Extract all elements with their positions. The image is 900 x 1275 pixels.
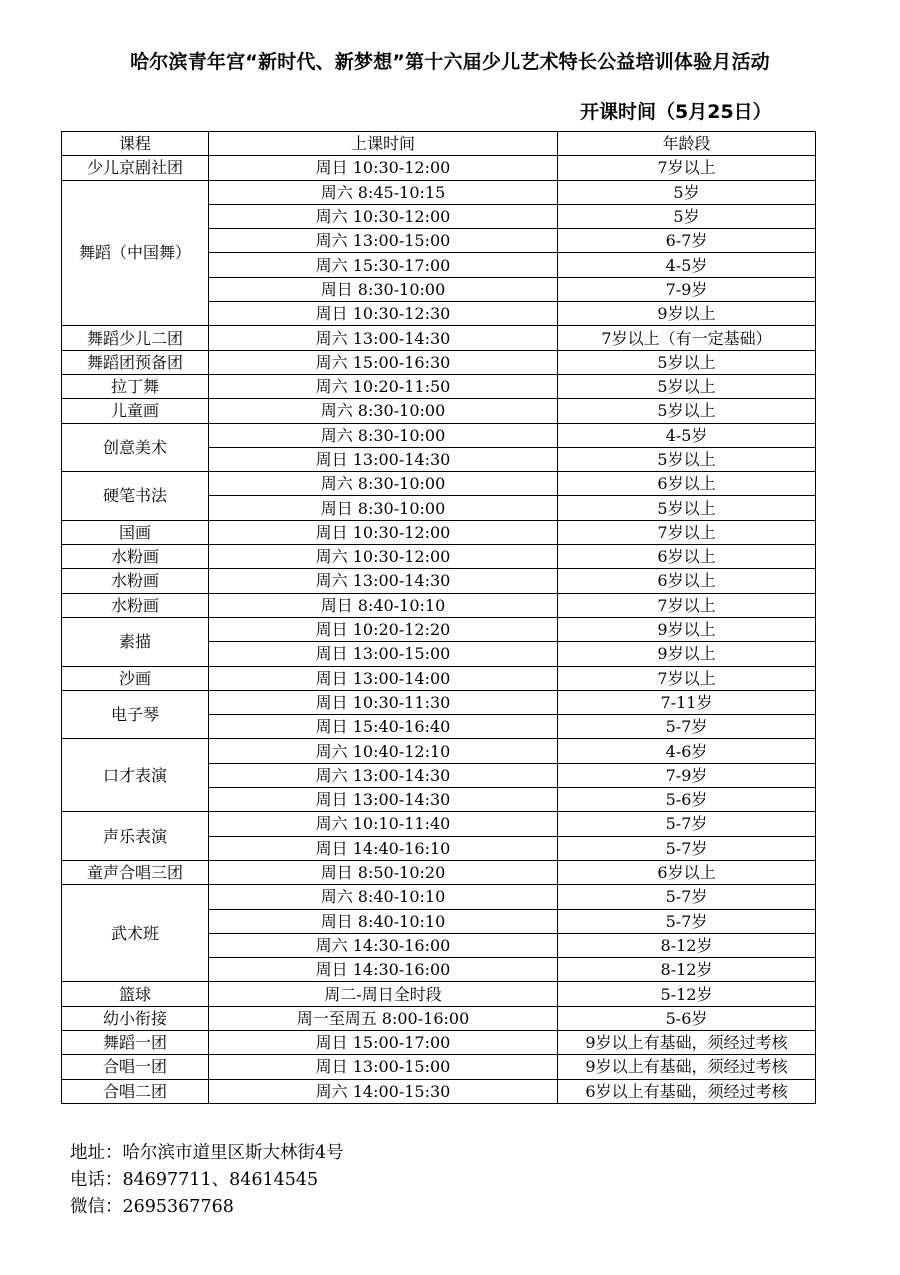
- age-cell: 5-12岁: [558, 982, 816, 1006]
- age-cell: 8-12岁: [558, 958, 816, 982]
- table-row: [62, 374, 816, 398]
- time-cell: 周六 13:00-15:00: [209, 229, 558, 253]
- age-cell: 6岁以上: [558, 545, 816, 569]
- time-cell: 周日 10:30-12:00: [209, 520, 558, 544]
- header-age: 年龄段: [558, 132, 816, 156]
- course-cell: 舞蹈团预备团: [62, 350, 209, 374]
- time-cell: 周六 15:00-16:30: [209, 350, 558, 374]
- wechat: 微信：2695367768: [70, 1197, 234, 1217]
- course-cell: 童声合唱三团: [62, 860, 209, 884]
- time-cell: 周六 10:20-11:50: [209, 374, 558, 398]
- age-cell: 5-7岁: [558, 909, 816, 933]
- course-cell: 幼小衔接: [62, 1006, 209, 1030]
- age-cell: 5岁以上: [558, 447, 816, 471]
- age-cell: 5-7岁: [558, 812, 816, 836]
- age-cell: 5-6岁: [558, 788, 816, 812]
- age-cell: 7岁以上: [558, 593, 816, 617]
- time-cell: 周六 14:30-16:00: [209, 933, 558, 957]
- time-cell: 周六 8:40-10:10: [209, 885, 558, 909]
- time-cell: 周日 8:40-10:10: [209, 909, 558, 933]
- table-row: [62, 180, 816, 204]
- table-row: [62, 617, 816, 641]
- course-cell: 水粉画: [62, 569, 209, 593]
- age-cell: 9岁以上: [558, 617, 816, 641]
- age-cell: 5岁: [558, 204, 816, 228]
- time-cell: 周日 15:00-17:00: [209, 1030, 558, 1054]
- age-cell: 6-7岁: [558, 229, 816, 253]
- table-row: [62, 982, 816, 1006]
- course-cell: 儿童画: [62, 399, 209, 423]
- age-cell: 5岁以上: [558, 374, 816, 398]
- course-cell: 素描: [62, 617, 209, 666]
- time-cell: 周日 13:00-14:30: [209, 447, 558, 471]
- time-cell: 周日 13:00-14:30: [209, 788, 558, 812]
- age-cell: 7-9岁: [558, 763, 816, 787]
- time-cell: 周六 10:30-12:00: [209, 204, 558, 228]
- course-cell: 少儿京剧社团: [62, 156, 209, 180]
- course-cell: 篮球: [62, 982, 209, 1006]
- age-cell: 6岁以上: [558, 569, 816, 593]
- time-cell: 周六 13:00-14:30: [209, 763, 558, 787]
- time-cell: 周日 14:40-16:10: [209, 836, 558, 860]
- age-cell: 7岁以上（有一定基础）: [558, 326, 816, 350]
- age-cell: 5岁以上: [558, 399, 816, 423]
- header-course: 课程: [62, 132, 209, 156]
- age-cell: 6岁以上有基础，须经过考核: [558, 1079, 816, 1103]
- time-cell: 周六 14:00-15:30: [209, 1079, 558, 1103]
- time-cell: 周日 13:00-14:00: [209, 666, 558, 690]
- age-cell: 4-5岁: [558, 423, 816, 447]
- course-cell: 合唱二团: [62, 1079, 209, 1103]
- time-cell: 周日 13:00-15:00: [209, 1055, 558, 1079]
- address: 地址：哈尔滨市道里区斯大林街4号: [70, 1143, 344, 1163]
- course-cell: 武术班: [62, 885, 209, 982]
- course-cell: 舞蹈一团: [62, 1030, 209, 1054]
- table-row: [62, 1055, 816, 1079]
- time-cell: 周日 10:30-12:30: [209, 302, 558, 326]
- age-cell: 5-6岁: [558, 1006, 816, 1030]
- time-cell: 周六 8:30-10:00: [209, 423, 558, 447]
- time-cell: 周日 10:30-12:00: [209, 156, 558, 180]
- table-row: [62, 326, 816, 350]
- time-cell: 周六 10:40-12:10: [209, 739, 558, 763]
- course-cell: 国画: [62, 520, 209, 544]
- age-cell: 5-7岁: [558, 836, 816, 860]
- course-cell: 舞蹈少儿二团: [62, 326, 209, 350]
- table-row: [62, 472, 816, 496]
- table-row: [62, 399, 816, 423]
- time-cell: 周日 13:00-15:00: [209, 642, 558, 666]
- course-cell: 舞蹈（中国舞）: [62, 180, 209, 326]
- table-row: [62, 812, 816, 836]
- time-cell: 周六 10:10-11:40: [209, 812, 558, 836]
- table-row: [62, 739, 816, 763]
- age-cell: 7岁以上: [558, 520, 816, 544]
- table-row: [62, 569, 816, 593]
- table-row: [62, 1030, 816, 1054]
- table-row: [62, 1006, 816, 1030]
- age-cell: 4-5岁: [558, 253, 816, 277]
- age-cell: 5-7岁: [558, 715, 816, 739]
- table-row: [62, 350, 816, 374]
- course-cell: 沙画: [62, 666, 209, 690]
- age-cell: 4-6岁: [558, 739, 816, 763]
- course-cell: 声乐表演: [62, 812, 209, 861]
- table-row: [62, 520, 816, 544]
- time-cell: 周六 8:30-10:00: [209, 472, 558, 496]
- age-cell: 5岁: [558, 180, 816, 204]
- start-date: 开课时间（5月25日）: [580, 101, 772, 123]
- time-cell: 周日 8:40-10:10: [209, 593, 558, 617]
- age-cell: 7-9岁: [558, 277, 816, 301]
- course-cell: 水粉画: [62, 545, 209, 569]
- time-cell: 周六 8:45-10:15: [209, 180, 558, 204]
- age-cell: 9岁以上: [558, 642, 816, 666]
- age-cell: 9岁以上有基础，须经过考核: [558, 1030, 816, 1054]
- header-time: 上课时间: [209, 132, 558, 156]
- course-cell: 硬笔书法: [62, 472, 209, 521]
- course-cell: 水粉画: [62, 593, 209, 617]
- time-cell: 周日 15:40-16:40: [209, 715, 558, 739]
- time-cell: 周六 13:00-14:30: [209, 569, 558, 593]
- table-header-row: [62, 132, 816, 156]
- table-row: [62, 593, 816, 617]
- table-row: [62, 423, 816, 447]
- time-cell: 周六 10:30-12:00: [209, 545, 558, 569]
- table-row: [62, 690, 816, 714]
- time-cell: 周日 10:20-12:20: [209, 617, 558, 641]
- time-cell: 周二-周日全时段: [209, 982, 558, 1006]
- time-cell: 周日 8:30-10:00: [209, 277, 558, 301]
- course-cell: 电子琴: [62, 690, 209, 739]
- table-row: [62, 1079, 816, 1103]
- schedule-table: [61, 131, 816, 1104]
- time-cell: 周日 8:50-10:20: [209, 860, 558, 884]
- age-cell: 9岁以上有基础，须经过考核: [558, 1055, 816, 1079]
- table-row: [62, 156, 816, 180]
- course-cell: 创意美术: [62, 423, 209, 472]
- age-cell: 5岁以上: [558, 496, 816, 520]
- time-cell: 周六 15:30-17:00: [209, 253, 558, 277]
- time-cell: 周六 8:30-10:00: [209, 399, 558, 423]
- course-cell: 口才表演: [62, 739, 209, 812]
- age-cell: 7岁以上: [558, 666, 816, 690]
- table-row: [62, 545, 816, 569]
- table-row: [62, 885, 816, 909]
- age-cell: 7-11岁: [558, 690, 816, 714]
- table-body: [62, 156, 816, 1104]
- time-cell: 周日 10:30-11:30: [209, 690, 558, 714]
- phone: 电话：84697711、84614545: [70, 1170, 319, 1190]
- time-cell: 周六 13:00-14:30: [209, 326, 558, 350]
- age-cell: 9岁以上: [558, 302, 816, 326]
- age-cell: 5-7岁: [558, 885, 816, 909]
- time-cell: 周日 14:30-16:00: [209, 958, 558, 982]
- age-cell: 5岁以上: [558, 350, 816, 374]
- age-cell: 7岁以上: [558, 156, 816, 180]
- age-cell: 6岁以上: [558, 472, 816, 496]
- time-cell: 周日 8:30-10:00: [209, 496, 558, 520]
- time-cell: 周一至周五 8:00-16:00: [209, 1006, 558, 1030]
- age-cell: 6岁以上: [558, 860, 816, 884]
- course-cell: 拉丁舞: [62, 374, 209, 398]
- document-title: 哈尔滨青年宫“新时代、新梦想”第十六届少儿艺术特长公益培训体验月活动: [130, 51, 770, 73]
- table-row: [62, 666, 816, 690]
- age-cell: 8-12岁: [558, 933, 816, 957]
- course-cell: 合唱一团: [62, 1055, 209, 1079]
- table-row: [62, 860, 816, 884]
